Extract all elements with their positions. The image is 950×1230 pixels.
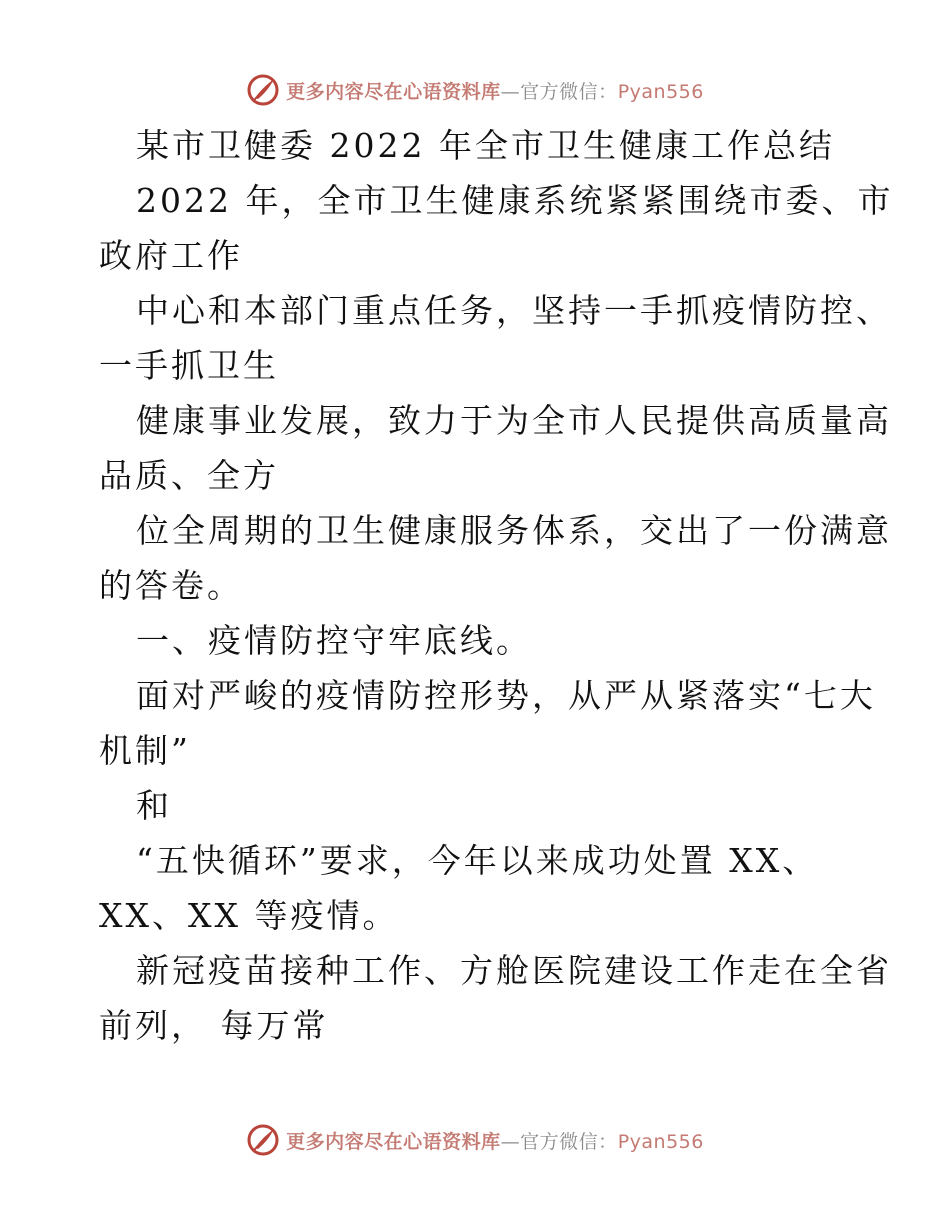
- text-line: 一手抓卫生: [99, 346, 279, 385]
- text-line: 某市卫健委 2022 年全市卫生健康工作总结: [136, 126, 835, 165]
- watermark-label: 官方微信：: [520, 80, 618, 103]
- text-line: 前列， 每万常: [99, 1006, 329, 1045]
- text-line: 面对严峻的疫情防控形势，从严从紧落实“七大: [136, 676, 876, 715]
- document-body: [99, 118, 894, 1053]
- text-line: 新冠疫苗接种工作、方舱医院建设工作走在全省: [136, 951, 892, 990]
- text-line: 一、疫情防控守牢底线。: [136, 621, 532, 660]
- watermark-id: Pyan556: [617, 1130, 704, 1153]
- text-line: 健康事业发展，致力于为全市人民提供高质量高: [136, 401, 892, 440]
- watermark-site: 更多内容尽在心语资料库: [286, 1130, 501, 1153]
- text-line: 品质、全方: [99, 456, 279, 495]
- watermark-dash: —: [500, 80, 521, 103]
- quill-logo-icon: [246, 73, 280, 107]
- watermark-site: 更多内容尽在心语资料库: [286, 80, 501, 103]
- watermark-text: [286, 1127, 704, 1154]
- text-line: 中心和本部门重点任务，坚持一手抓疫情防控、: [136, 291, 892, 330]
- text-line: 的答卷。: [99, 566, 243, 605]
- watermark-dash: —: [500, 1130, 521, 1153]
- text-line: XX、XX 等疫情。: [99, 896, 399, 935]
- quill-logo-icon: [246, 1123, 280, 1157]
- text-line: 和: [136, 786, 172, 825]
- text-line: 机制”: [99, 731, 191, 770]
- header-watermark: [0, 70, 950, 110]
- watermark-label: 官方微信：: [520, 1130, 618, 1153]
- text-line: “五快循环”要求，今年以来成功处置 XX、: [136, 841, 819, 880]
- text-line: 政府工作: [99, 236, 243, 275]
- watermark-id: Pyan556: [617, 80, 704, 103]
- footer-watermark: [0, 1120, 950, 1160]
- text-line: 位全周期的卫生健康服务体系，交出了一份满意: [136, 511, 892, 550]
- text-line: 2022 年，全市卫生健康系统紧紧围绕市委、市: [136, 181, 894, 220]
- watermark-text: [286, 77, 704, 104]
